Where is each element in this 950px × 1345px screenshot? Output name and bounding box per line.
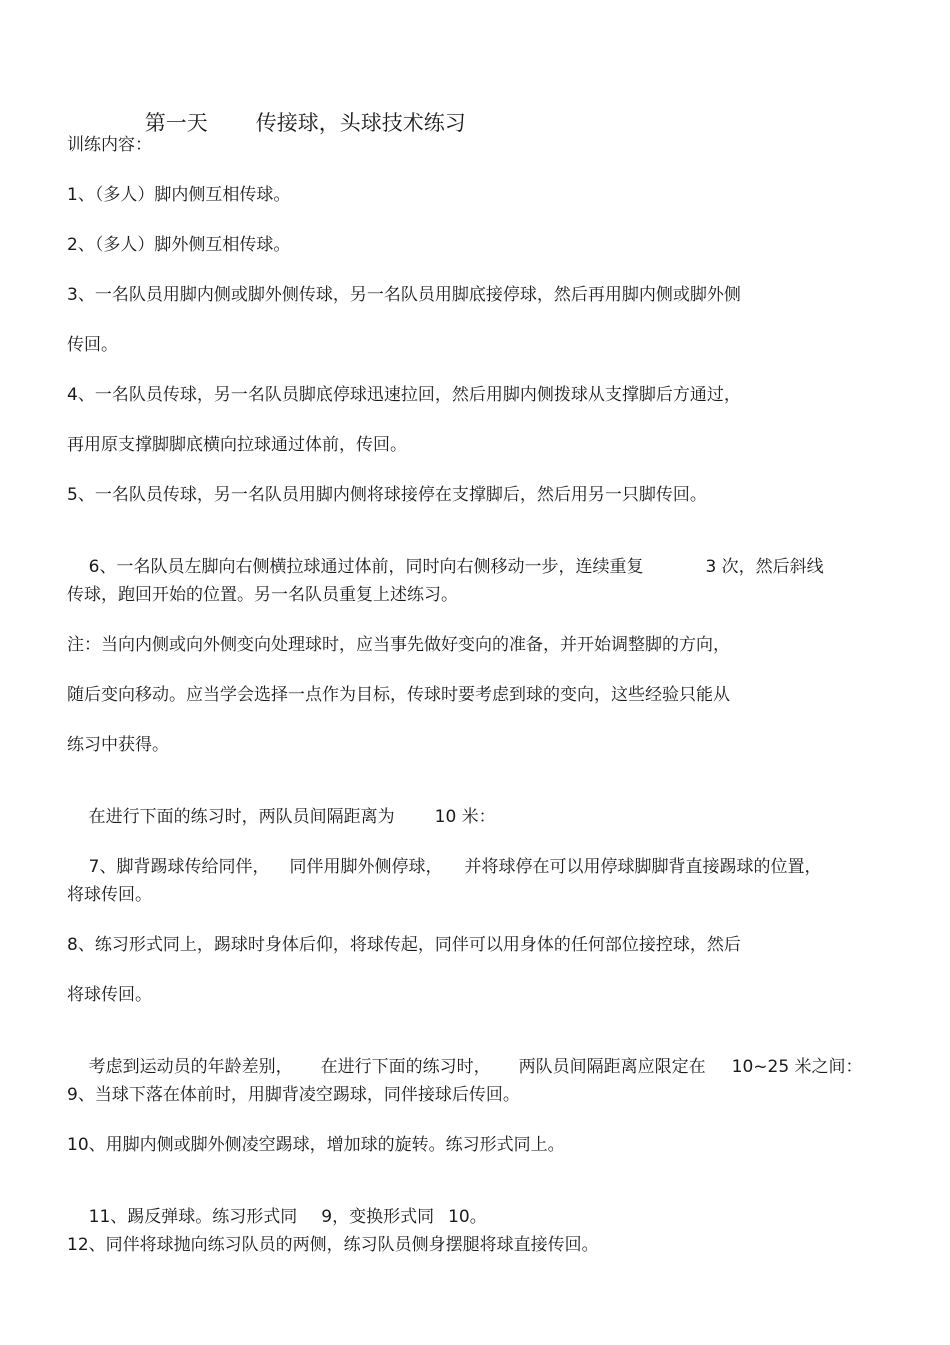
- list-item-7-part-3: 并将球停在可以用停球脚脚背直接踢球的位置，: [464, 857, 822, 877]
- list-item-7: [67, 834, 821, 900]
- list-item-7-cont: 将球传回。: [67, 885, 152, 905]
- list-item-9: 9、当球下落在体前时，用脚背凌空踢球，同伴接球后传回。: [67, 1085, 520, 1105]
- list-item-12: 12、同伴将球抛向练习队员的两侧，练习队员侧身摆腿将球直接传回。: [67, 1235, 599, 1255]
- list-item-11-part-3: 10。: [448, 1207, 487, 1227]
- distance-note-1-text: 在进行下面的练习时，两队员间隔距离为: [88, 807, 395, 827]
- note-line-2: 随后变向移动。应当学会选择一点作为目标，传球时要考虑到球的变向，这些经验只能从: [67, 685, 730, 705]
- list-item-7-part-1: 7、脚背踢球传给同伴，: [88, 857, 270, 877]
- title-topic: 传接球，头球技术练习: [255, 111, 466, 135]
- list-item-4: 4、一名队员传球，另一名队员脚底停球迅速拉回，然后用脚内侧拨球从支撑脚后方通过，: [67, 385, 741, 405]
- distance-note-2-part-3: 两队员间隔距离应限定在: [518, 1057, 706, 1077]
- distance-note-2-part-2: 在进行下面的练习时，: [320, 1057, 491, 1077]
- section-heading: 训练内容：: [67, 135, 152, 155]
- distance-note-2-value: 10~25 米之间：: [731, 1057, 863, 1077]
- list-item-2: 2、（多人）脚外侧互相传球。: [67, 235, 291, 255]
- list-item-3-cont: 传回。: [67, 335, 118, 355]
- title-day: 第一天: [144, 111, 208, 135]
- list-item-8-cont: 将球传回。: [67, 985, 152, 1005]
- list-item-3: 3、一名队员用脚内侧或脚外侧传球，另一名队员用脚底接停球，然后再用脚内侧或脚外侧: [67, 285, 741, 305]
- list-item-4-cont: 再用原支撑脚脚底横向拉球通过体前，传回。: [67, 435, 407, 455]
- list-item-5: 5、一名队员传球，另一名队员用脚内侧将球接停在支撑脚后，然后用另一只脚传回。: [67, 485, 707, 505]
- list-item-6-cont: 传球，跑回开始的位置。另一名队员重复上述练习。: [67, 585, 458, 605]
- distance-note-2-part-1: 考虑到运动员的年龄差别，: [88, 1057, 293, 1077]
- distance-note-1-value: 10 米：: [434, 807, 496, 827]
- list-item-11-part-1: 11、踢反弹球。练习形式同: [88, 1207, 298, 1227]
- list-item-1: 1、（多人）脚内侧互相传球。: [67, 185, 291, 205]
- list-item-6-text: 6、一名队员左脚向右侧横拉球通过体前，同时向右侧移动一步，连续重复: [88, 557, 644, 577]
- note-line-1: 注：当向内侧或向外侧变向处理球时，应当事先做好变向的准备，并开始调整脚的方向，: [67, 635, 730, 655]
- list-item-11-part-2: 9，变换形式同: [321, 1207, 435, 1227]
- note-line-3: 练习中获得。: [67, 735, 169, 755]
- list-item-6-count: 3 次，然后斜线: [705, 557, 824, 577]
- page-title: [118, 84, 466, 162]
- list-item-7-part-2: 同伴用脚外侧停球，: [289, 857, 443, 877]
- list-item-8: 8、练习形式同上，踢球时身体后仰，将球传起，同伴可以用身体的任何部位接控球，然后: [67, 935, 741, 955]
- list-item-10: 10、用脚内侧或脚外侧凌空踢球，增加球的旋转。练习形式同上。: [67, 1135, 565, 1155]
